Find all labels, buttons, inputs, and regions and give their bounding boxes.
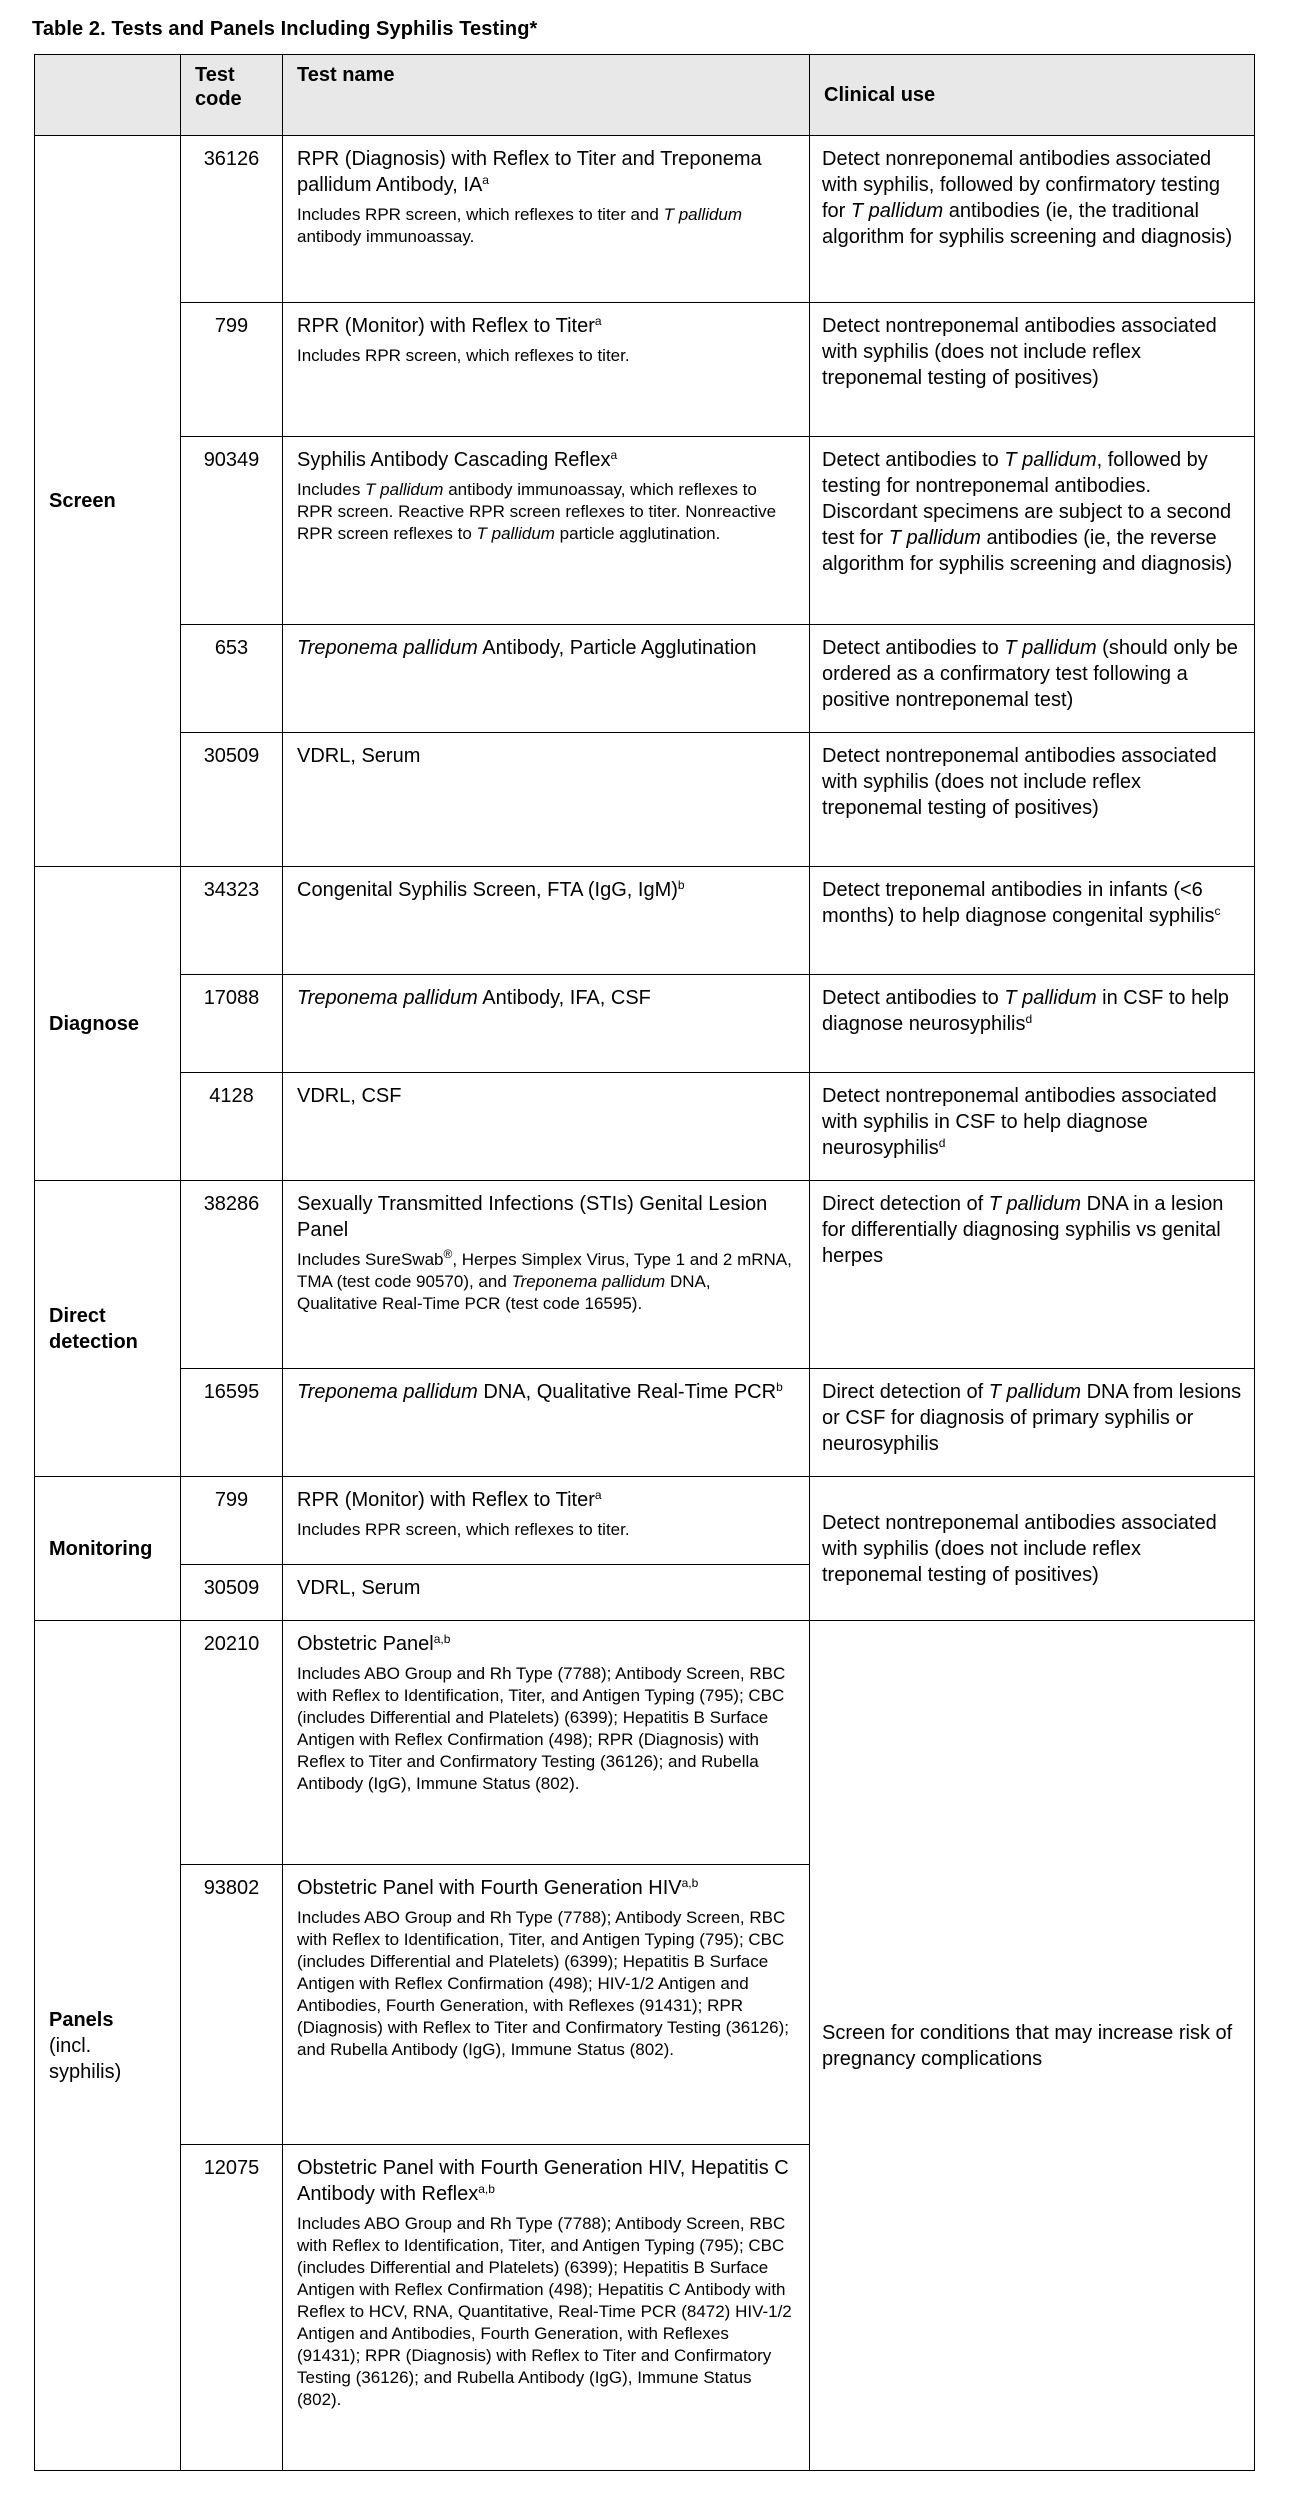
test-code: 12075 [181,2145,283,2471]
desc-italic: T pallidum [365,480,444,499]
use-text: Detect antibodies to [822,449,1005,471]
use-text: Detect antibodies to [822,987,1005,1009]
test-name-text: Congenital Syphilis Screen, FTA (IgG, IgM) [297,879,678,901]
table-row [35,1181,1255,1369]
clinical-use: Detect nontreponemal antibodies associated with syphilis (does not include reflex treponemal testing of positives) [810,733,1255,867]
use-text: Detect antibodies to [822,637,1005,659]
footnote-marker: d [1025,1012,1033,1026]
use-text: , followed by testing for nontreponemal antibodies. Discordant specimens are subject to a second test for [822,449,1232,549]
test-name [297,635,795,661]
table-row [35,1621,1255,1865]
clinical-use [810,625,1255,733]
footnote-marker: a [594,1488,602,1502]
use-text: Detect treponemal antibodies in infants (<6 months) to help diagnose congenital syphilis [822,879,1215,927]
footnote-marker: a [594,314,602,328]
desc-italic: T pallidum [476,524,555,543]
test-name-text: Antibody, IFA, CSF [477,987,651,1009]
test-code: 4128 [181,1073,283,1181]
test-name-text: Obstetric Panel [297,1633,434,1655]
test-description: Includes ABO Group and Rh Type (7788); Antibody Screen, RBC with Reflex to Identification, Titer, and Antigen Typing (795); CBC (includes Differential and Platelets) (6399); Hepatitis B Surface Antigen with Reflex Confirmation (498); Hepatitis C Antibody with Reflex to HCV, RNA, Quantitative, Real-Time PCR (8472) HIV-1/2 Antigen and Antibodies, Fourth Generation, with Reflexes (91431); RPR (Diagnosis) with Reflex to Titer and Confirmatory Testing (36126); and Rubella Antibody (IgG), Immune Status (802). [297,2214,792,2409]
footnote-marker: a [610,448,618,462]
group-direct-detection [35,1181,181,1477]
use-text: antibodies (ie, the traditional algorithm for syphilis screening and diagnosis) [822,200,1233,248]
group-label: Direct [49,1304,106,1327]
table-row [35,303,1255,437]
test-name [297,146,795,198]
clinical-use: Screen for conditions that may increase risk of pregnancy complications [810,1621,1255,2471]
group-label: Panels [49,2008,114,2031]
test-name: VDRL, Serum [297,745,421,767]
test-name-cell [283,136,810,303]
table-row [35,625,1255,733]
clinical-use [810,1181,1255,1369]
header-clinical-use: Clinical use [810,55,1255,136]
test-name-cell [283,1865,810,2145]
test-code: 38286 [181,1181,283,1369]
test-code: 90349 [181,437,283,625]
header-group [35,55,181,136]
header-test-name: Test name [283,55,810,136]
test-name-text: DNA, Qualitative Real-Time PCR [477,1381,777,1403]
test-code: 34323 [181,867,283,975]
group-diagnose [35,867,181,1181]
test-description [297,204,795,248]
table-row [35,1477,1255,1565]
table-row [35,437,1255,625]
test-name [297,877,795,903]
test-description [297,479,795,545]
use-italic: T pallidum [988,1193,1082,1215]
group-label: detection [49,1330,138,1353]
clinical-use [810,136,1255,303]
test-name-cell [283,1073,810,1181]
test-description: Includes ABO Group and Rh Type (7788); Antibody Screen, RBC with Reflex to Identification, Titer, and Antigen Typing (795); CBC (includes Differential and Platelets) (6399); Hepatitis B Surface Antigen with Reflex Confirmation (498); RPR (Diagnosis) with Reflex to Titer and Confirmatory Testing (36126); and Rubella Antibody (IgG), Immune Status (802). [297,1664,786,1793]
group-label: Monitoring [49,1537,153,1560]
use-text: Detect nontreponemal antibodies associated with syphilis in CSF to help diagnose neurosyphilis [822,1085,1217,1159]
desc-italic: T pallidum [663,205,743,224]
use-italic: T pallidum [888,527,981,549]
table-row [35,1073,1255,1181]
table-row [35,1369,1255,1477]
test-code: 653 [181,625,283,733]
test-name-text: RPR (Monitor) with Reflex to Titer [297,1489,595,1511]
test-name [297,1487,795,1513]
test-name-text: Antibody, Particle Agglutination [477,637,757,659]
group-screen [35,136,181,867]
header-code-line1: Test [195,64,235,86]
header-test-code [181,55,283,136]
test-name [297,1875,795,1901]
group-monitoring [35,1477,181,1621]
test-name-cell [283,733,810,867]
group-panels [35,1621,181,2471]
footnote-marker: c [1214,904,1221,918]
use-italic: T pallidum [1004,987,1097,1009]
desc-text: Includes SureSwab [297,1250,444,1269]
test-name-cell [283,867,810,975]
desc-italic: Treponema pallidum [511,1272,666,1291]
test-name-cell [283,1181,810,1369]
use-text: Detect nonreponemal antibodies associated with syphilis, followed by confirmatory testing for [822,148,1220,222]
use-text: in CSF to help diagnose neurosyphilis [822,987,1229,1035]
desc-text: antibody immunoassay, which reflexes to RPR screen. Reactive RPR screen reflexes to titer. Nonreactive RPR screen reflexes to [297,480,777,543]
use-italic: T pallidum [988,1381,1082,1403]
use-italic: T pallidum [850,200,944,222]
test-name-italic: Treponema pallidum [297,637,478,659]
test-name-text: RPR (Diagnosis) with Reflex to Titer and Treponema pallidum Antibody, IA [297,148,762,196]
header-row [35,55,1255,136]
footnote-marker: b [677,878,685,892]
use-text: antibodies (ie, the reverse algorithm for syphilis screening and diagnosis) [822,527,1233,575]
footnote-marker: d [938,1136,946,1150]
group-sublabel: (incl. [49,2034,92,2057]
test-name: VDRL, Serum [297,1577,421,1599]
group-label: Diagnose [49,1012,140,1035]
use-italic: T pallidum [1004,449,1097,471]
test-name-text: Obstetric Panel with Fourth Generation HIV, Hepatitis C Antibody with Reflex [297,2157,789,2205]
test-code: 20210 [181,1621,283,1865]
test-name-cell [283,1565,810,1621]
use-text: DNA from lesions or CSF for diagnosis of primary syphilis or neurosyphilis [822,1381,1242,1455]
test-description [297,1249,795,1315]
test-description: Includes RPR screen, which reflexes to titer. [297,1520,630,1539]
test-name-cell [283,1369,810,1477]
header-code-line2: code [195,88,242,110]
test-name-cell [283,625,810,733]
use-italic: T pallidum [1004,637,1097,659]
test-name-cell [283,303,810,437]
test-name [297,985,795,1011]
test-name: Sexually Transmitted Infections (STIs) Genital Lesion Panel [297,1193,768,1241]
test-name-text: RPR (Monitor) with Reflex to Titer [297,315,595,337]
group-label: Screen [49,490,116,512]
test-name-italic: Treponema pallidum [297,1381,478,1403]
footnote-marker: a [482,173,489,187]
test-name [297,2155,795,2207]
table-row [35,136,1255,303]
clinical-use: Detect nontreponemal antibodies associated with syphilis (does not include reflex treponemal testing of positives) [810,303,1255,437]
clinical-use [810,1073,1255,1181]
clinical-use [810,437,1255,625]
table-row [35,975,1255,1073]
test-name-cell [283,2145,810,2471]
test-name [297,1631,795,1657]
group-sublabel: syphilis) [49,2060,122,2083]
test-name-text: Syphilis Antibody Cascading Reflex [297,449,611,471]
clinical-use [810,867,1255,975]
footnote-marker: a,b [478,2182,495,2196]
test-name-italic: Treponema pallidum [297,987,478,1009]
test-name-cell [283,437,810,625]
use-text: Direct detection of [822,1193,989,1215]
test-code: 17088 [181,975,283,1073]
desc-text: Includes RPR screen, which reflexes to titer and [297,205,664,224]
clinical-use [810,975,1255,1073]
desc-text: Includes [297,480,366,499]
table-title: Table 2. Tests and Panels Including Syphilis Testing* [32,18,538,40]
test-name [297,1379,795,1405]
test-name-cell [283,1477,810,1565]
clinical-use: Detect nontreponemal antibodies associated with syphilis (does not include reflex treponemal testing of positives) [810,1477,1255,1621]
table-row [35,733,1255,867]
desc-text: antibody immunoassay. [297,227,475,246]
test-code: 30509 [181,1565,283,1621]
test-name-cell [283,1621,810,1865]
registered-mark: ® [443,1247,453,1261]
footnote-marker: b [776,1380,783,1394]
test-name: VDRL, CSF [297,1085,402,1107]
test-name-cell [283,975,810,1073]
footnote-marker: a,b [681,1876,699,1890]
test-code: 16595 [181,1369,283,1477]
test-name-text: Obstetric Panel with Fourth Generation HIV [297,1877,682,1899]
table-row [35,867,1255,975]
test-name [297,447,795,473]
test-code: 36126 [181,136,283,303]
use-text: (should only be ordered as a confirmatory test following a positive nontreponemal test) [822,637,1238,711]
test-code: 799 [181,303,283,437]
use-text: DNA in a lesion for differentially diagnosing syphilis vs genital herpes [822,1193,1224,1267]
desc-text: particle agglutination. [554,524,721,543]
test-description: Includes RPR screen, which reflexes to titer. [297,346,630,365]
desc-text: , Herpes Simplex Virus, Type 1 and 2 mRNA, TMA (test code 90570), and [297,1250,792,1291]
test-name [297,313,795,339]
use-text: Direct detection of [822,1381,989,1403]
desc-text: DNA, Qualitative Real-Time PCR (test code 16595). [297,1272,711,1313]
syphilis-tests-table [34,54,1255,2471]
clinical-use [810,1369,1255,1477]
test-description: Includes ABO Group and Rh Type (7788); Antibody Screen, RBC with Reflex to Identification, Titer, and Antigen Typing (795); CBC (includes Differential and Platelets) (6399); Hepatitis B Surface Antigen with Reflex Confirmation (498); HIV-1/2 Antigen and Antibodies, Fourth Generation, with Reflexes (91431); RPR (Diagnosis) with Reflex to Titer and Confirmatory Testing (36126); and Rubella Antibody (IgG), Immune Status (802). [297,1908,789,2059]
test-code: 93802 [181,1865,283,2145]
footnote-marker: a,b [433,1632,451,1646]
test-code: 30509 [181,733,283,867]
test-code: 799 [181,1477,283,1565]
